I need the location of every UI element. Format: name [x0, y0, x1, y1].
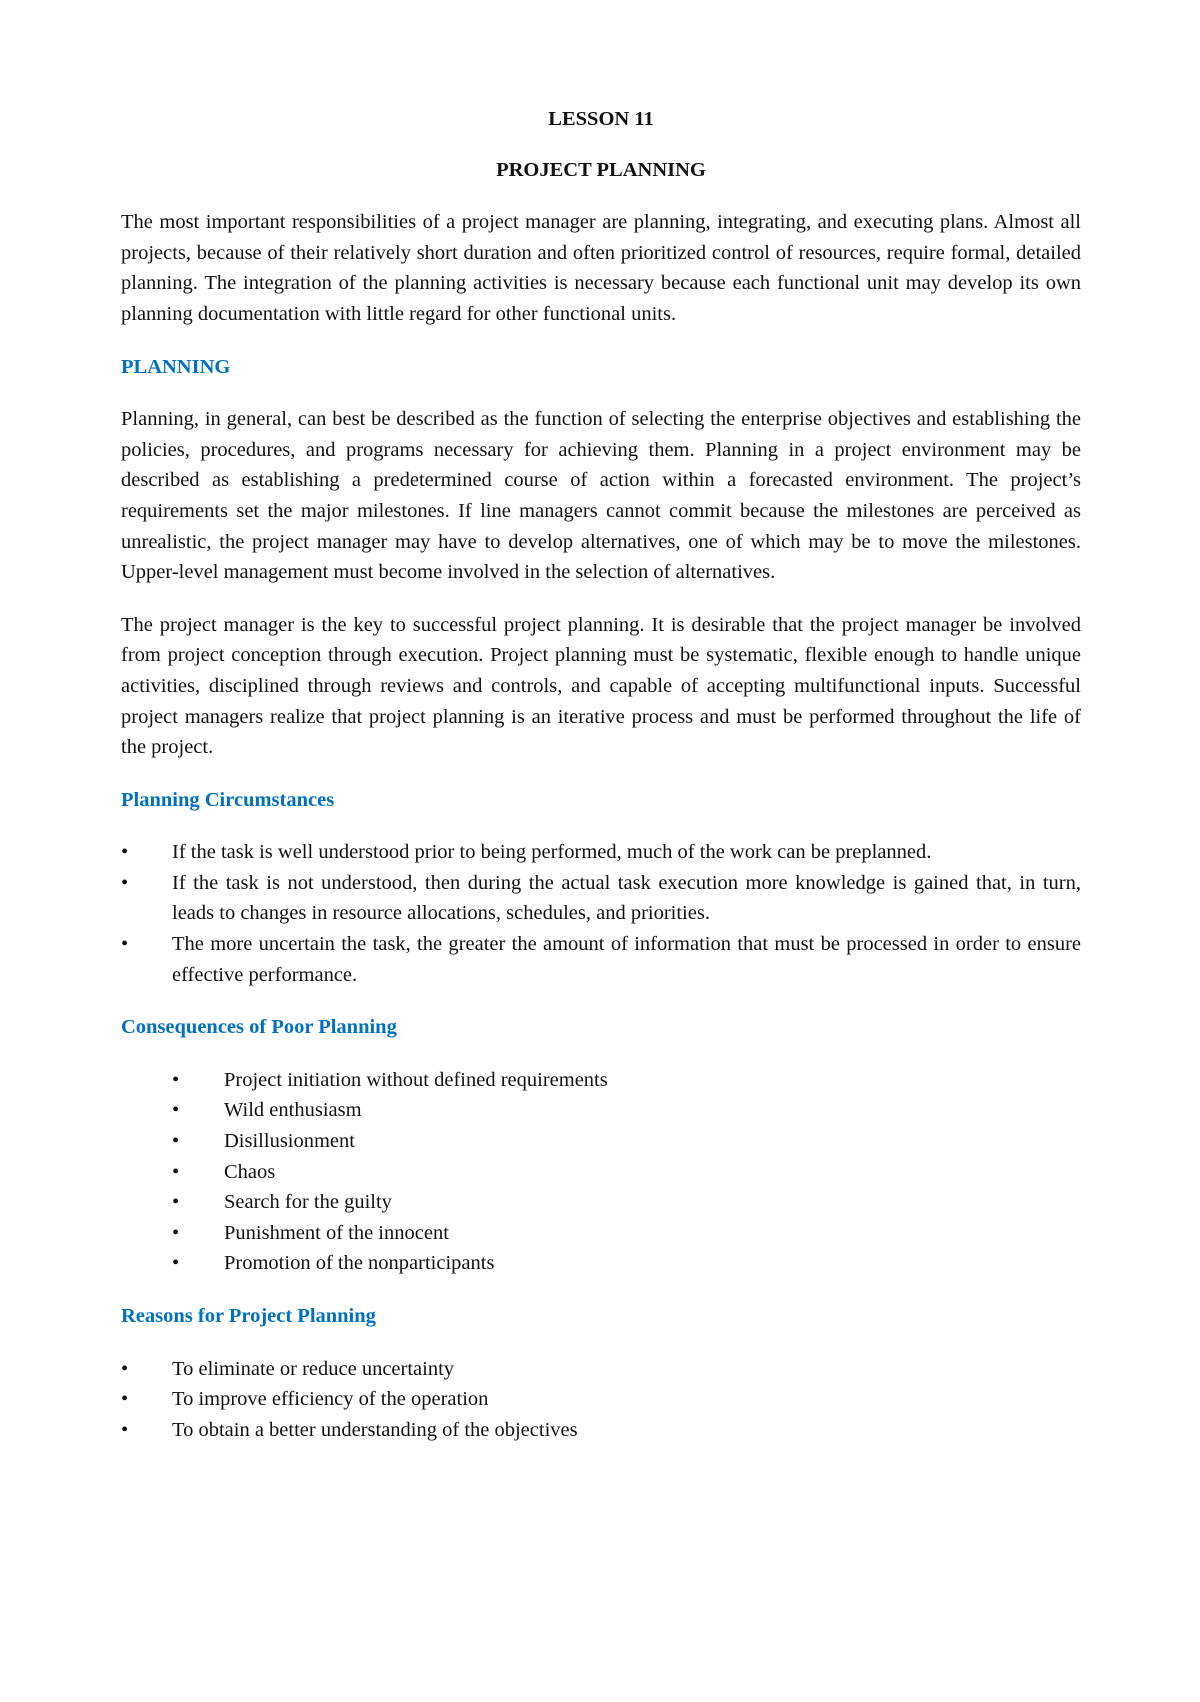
- reasons-list: [121, 1354, 1081, 1446]
- list-item: • Search for the guilty: [121, 1187, 1081, 1218]
- section-heading-reasons: Reasons for Project Planning: [121, 1305, 376, 1327]
- list-item: • Disillusionment: [121, 1126, 1081, 1157]
- list-item: • Punishment of the innocent: [121, 1218, 1081, 1249]
- planning-paragraph-1: Planning, in general, can best be described as the function of selecting the enterprise objectives and establishing the policies, procedures, and programs necessary for achieving them. Planning in a project environment may be described as establishing a predetermined course of action within a forecasted environment. The project’s requirements set the major milestones. If line managers cannot commit because the milestones are perceived as unrealistic, the project manager may have to develop alternatives, one of which may be to move the milestones. Upper-level management must become involved in the selection of alternatives.: [121, 408, 1081, 584]
- list-item: • If the task is not understood, then during the actual task execution more knowledge is gained that, in turn, leads to changes in resource allocations, schedules, and priorities.: [121, 868, 1081, 929]
- list-item: • The more uncertain the task, the greater the amount of information that must be processed in order to ensure effective performance.: [121, 929, 1081, 990]
- intro-paragraph: The most important responsibilities of a project manager are planning, integrating, and executing plans. Almost all projects, because of their relatively short duration and often prioritized control of resources, require formal, detailed planning. The integration of the planning activities is necessary because each functional unit may develop its own planning documentation with little regard for other functional units.: [121, 211, 1081, 325]
- list-item: • Project initiation without defined requirements: [121, 1065, 1081, 1096]
- lesson-title: LESSON 11: [548, 108, 654, 130]
- list-item: • To improve efficiency of the operation: [121, 1384, 1081, 1415]
- list-item: • Chaos: [121, 1157, 1081, 1188]
- list-item: • To obtain a better understanding of the objectives: [121, 1415, 1081, 1446]
- document-page: [121, 104, 1081, 1467]
- list-item: • Wild enthusiasm: [121, 1095, 1081, 1126]
- circumstances-list: [121, 837, 1081, 990]
- list-item: • If the task is well understood prior to being performed, much of the work can be preplanned.: [121, 837, 1081, 868]
- planning-paragraph-2: The project manager is the key to successful project planning. It is desirable that the project manager be involved from project conception through execution. Project planning must be systematic, flexible enough to handle unique activities, disciplined through reviews and controls, and capable of accepting multifunctional inputs. Successful project managers realize that project planning is an iterative process and must be performed throughout the life of the project.: [121, 613, 1081, 759]
- section-heading-planning: PLANNING: [121, 355, 231, 378]
- page-title: PROJECT PLANNING: [496, 158, 706, 181]
- section-heading-consequences: Consequences of Poor Planning: [121, 1016, 397, 1039]
- list-item: • To eliminate or reduce uncertainty: [121, 1354, 1081, 1385]
- section-heading-circumstances: Planning Circumstances: [121, 788, 335, 811]
- consequences-list: [121, 1065, 1081, 1279]
- list-item: • Promotion of the nonparticipants: [121, 1248, 1081, 1279]
